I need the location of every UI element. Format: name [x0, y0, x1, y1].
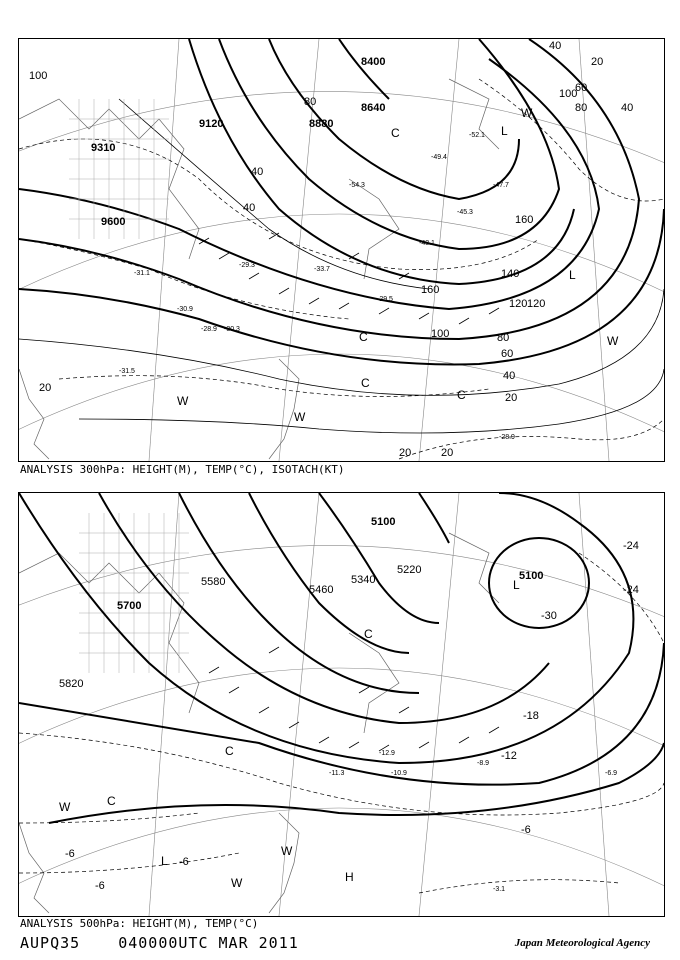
temp-label: -45.3 — [457, 209, 473, 216]
isotherm-label: -6 — [65, 848, 75, 860]
isotach-label: 20 — [399, 447, 412, 459]
warm-symbol: W — [59, 800, 71, 814]
isotach-label: 80 — [497, 332, 510, 344]
temp-label: -30.3 — [224, 326, 240, 333]
temp-label: -28.9 — [201, 326, 217, 333]
temp-label: -12.9 — [379, 750, 395, 757]
isotach-label: 20 — [39, 382, 52, 394]
isotach-label: 40 — [243, 202, 256, 214]
isotach-label: 140 — [501, 268, 520, 280]
height-label: 8640 — [361, 102, 386, 114]
temp-label: -30.9 — [177, 306, 193, 313]
map-500hpa — [19, 493, 664, 916]
low-center-contour — [489, 538, 589, 628]
isotach-label: 40 — [549, 40, 562, 52]
temp-label: -29.3 — [239, 262, 255, 269]
caption-300hpa: ANALYSIS 300hPa: HEIGHT(M), TEMP(°C), ISOTACH(KT) — [20, 463, 345, 476]
low-symbol: L — [569, 268, 576, 282]
height-label: 9310 — [91, 142, 116, 154]
temp-label: -49.4 — [431, 154, 447, 161]
chart-identifier — [20, 934, 327, 952]
temp-label: -11.3 — [329, 770, 345, 777]
temp-label: -29.5 — [377, 296, 393, 303]
height-label: 5100 — [519, 570, 544, 582]
hatched-area — [79, 513, 189, 673]
height-label: 5340 — [351, 574, 376, 586]
isotherm-label: -12 — [501, 750, 517, 762]
temp-label: -52.1 — [469, 132, 485, 139]
warm-symbol: W — [521, 106, 533, 120]
isotach-label: 40 — [251, 166, 264, 178]
temp-label: -43.1 — [419, 240, 435, 247]
isotach-label: 80 — [304, 96, 317, 108]
height-label: 8400 — [361, 56, 386, 68]
isotherm-label: -24 — [623, 540, 639, 552]
isotach-label: 100 — [431, 328, 450, 340]
temp-label: -31.5 — [119, 368, 135, 375]
cold-symbol: C — [225, 744, 234, 758]
valid-time: 040000UTC MAR 2011 — [118, 934, 299, 952]
cold-symbol: C — [361, 376, 370, 390]
isotherm-label: -6 — [179, 856, 189, 868]
isotach-label: 80 — [575, 102, 588, 114]
isotherm-label: -30 — [541, 610, 557, 622]
coastline — [19, 79, 499, 459]
height-label: 5220 — [397, 564, 422, 576]
height-label: 5820 — [59, 678, 84, 690]
low-symbol: L — [513, 578, 520, 592]
warm-symbol: W — [231, 876, 243, 890]
height-label: 5580 — [201, 576, 226, 588]
isotach-label: 20 — [591, 56, 604, 68]
temp-label: -8.9 — [477, 760, 490, 767]
isotherms — [19, 553, 664, 893]
temp-label: -3.1 — [493, 886, 506, 893]
isotach-label: 100 — [29, 70, 48, 82]
temp-label: -6.9 — [605, 770, 618, 777]
warm-symbol: W — [607, 334, 619, 348]
isotherm-label: -24 — [623, 584, 639, 596]
warm-symbol: W — [281, 844, 293, 858]
cold-symbol: C — [457, 388, 466, 402]
isotherm-label: -6 — [95, 880, 105, 892]
cold-symbol: C — [359, 330, 368, 344]
height-label: 9120 — [199, 118, 224, 130]
agency-credit: Japan Meteorological Agency — [514, 937, 650, 949]
caption-500hpa: ANALYSIS 500hPa: HEIGHT(M), TEMP(°C) — [20, 917, 259, 930]
isotach-label: 100 — [559, 88, 578, 100]
isotach-label: 120 — [509, 298, 528, 310]
wind-barbs — [199, 233, 499, 324]
temp-label: -28.9 — [499, 434, 515, 441]
analysis-500hpa-panel — [18, 492, 665, 917]
warm-symbol: W — [177, 394, 189, 408]
height-label: 9600 — [101, 216, 126, 228]
isotach-label: 160 — [421, 284, 440, 296]
isotherms — [19, 79, 664, 459]
cold-symbol: C — [364, 627, 373, 641]
cold-symbol: C — [391, 126, 400, 140]
low-symbol: L — [501, 124, 508, 138]
height-label: 5100 — [371, 516, 396, 528]
analysis-300hpa-panel — [18, 38, 665, 462]
map-300hpa — [19, 39, 664, 461]
temp-label: -47.7 — [493, 182, 509, 189]
high-symbol: H — [345, 870, 354, 884]
cold-symbol: C — [107, 794, 116, 808]
wind-barbs — [209, 647, 499, 751]
low-symbol: L — [161, 854, 168, 868]
temp-label: -33.7 — [314, 266, 330, 273]
isotach-label: 160 — [515, 214, 534, 226]
isotach-label: 60 — [501, 348, 514, 360]
isotach-label: 60 — [575, 82, 588, 94]
isotach-label: 40 — [621, 102, 634, 114]
temp-label: -10.9 — [391, 770, 407, 777]
height-label: 5460 — [309, 584, 334, 596]
height-label: 8880 — [309, 118, 334, 130]
isotherm-label: -6 — [521, 824, 531, 836]
graticule — [19, 493, 664, 916]
temp-label: -54.3 — [349, 182, 365, 189]
isotach-label: 120 — [527, 298, 546, 310]
isotherm-label: -18 — [523, 710, 539, 722]
temp-label: -31.1 — [134, 270, 150, 277]
warm-symbol: W — [294, 410, 306, 424]
graticule — [19, 39, 664, 461]
height-label: 5700 — [117, 600, 142, 612]
chart-id: AUPQ35 — [20, 934, 81, 952]
isotach-label: 20 — [505, 392, 518, 404]
coastline — [19, 533, 499, 913]
isotach-label: 40 — [503, 370, 516, 382]
isotach-label: 20 — [441, 447, 454, 459]
